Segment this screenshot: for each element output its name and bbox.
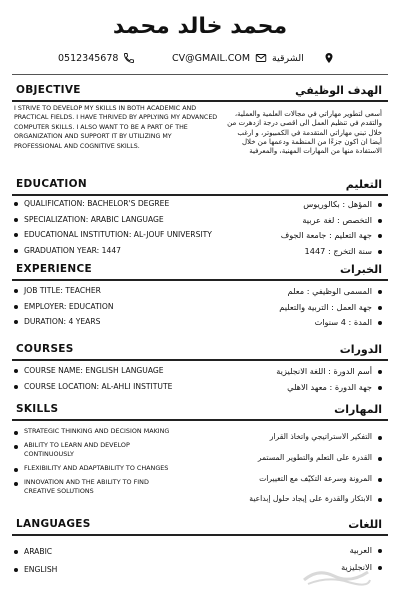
objective-title-ar: الهدف الوظيفي (295, 84, 382, 97)
objective-header (12, 84, 388, 102)
experience-list-ar (212, 285, 382, 332)
list-item: المدة : 4 سنوات (212, 316, 382, 328)
education-list-ar (212, 198, 382, 260)
objective-title-en: OBJECTIVE (16, 84, 81, 96)
list-item: المسمى الوظيفي : معلم (212, 285, 382, 297)
contact-email (172, 50, 272, 66)
languages-list-en (14, 546, 219, 579)
list-item: EDUCATIONAL INSTITUTION: AL-JOUF UNIVERSITY (14, 229, 219, 241)
skills-title-ar: المهارات (334, 403, 382, 416)
experience-header (12, 263, 388, 281)
courses-title-en: COURSES (16, 343, 74, 355)
list-item: JOB TITLE: TEACHER (14, 285, 219, 297)
list-item: المرونة وسرعة التكيّف مع التغييرات (212, 473, 382, 484)
list-item: جهة التعليم : جامعة الجوف (212, 229, 382, 241)
skills-list-en (14, 427, 174, 501)
courses-header (12, 343, 388, 361)
section-rule (12, 534, 388, 536)
list-item: الابتكار والقدرة على إيجاد حلول إبداعية (212, 493, 382, 504)
courses-title-ar: الدورات (339, 343, 382, 356)
skills-list-ar (212, 431, 382, 514)
list-item: INNOVATION AND THE ABILITY TO FIND CREATIVE SOLUTIONS (14, 478, 174, 496)
location-text: الشرقية (272, 52, 304, 64)
list-item: GRADUATION YEAR: 1447 (14, 245, 219, 257)
list-item: STRATEGIC THINKING AND DECISION MAKING (14, 427, 174, 436)
objective-text-en: I STRIVE TO DEVELOP MY SKILLS IN BOTH ACADEMIC AND PRACTICAL FIELDS. I HAVE THRIVED BY APPLYING MY ADVANCED COMPUTER SKILLS. I ALSO WANT TO BE A PART OF THE ORGANIZATION AND SUPPORT IT BY UTILIZING MY PROFESSIONAL AND COGNITIVE SKILLS. (14, 105, 218, 150)
list-item: التفكير الاستراتيجي واتخاذ القرار (212, 431, 382, 442)
list-item: COURSE NAME: ENGLISH LANGUAGE (14, 365, 219, 377)
languages-title-en: LANGUAGES (16, 518, 91, 530)
list-item: COURSE LOCATION: AL-AHLI INSTITUTE (14, 381, 219, 393)
list-item: أسم الدورة : اللغة الانجليزية (212, 365, 382, 377)
list-item: EMPLOYER: EDUCATION (14, 301, 219, 313)
email-address: CV@GMAIL.COM (172, 52, 251, 64)
list-item: DURATION: 4 YEARS (14, 316, 219, 328)
list-item: سنة التخرج : 1447 (212, 245, 382, 257)
email-icon (255, 52, 267, 64)
objective-text-ar: أسعى لتطوير مهاراتي في مجالات العلمية والعملية، والتقدم في تنظيم العمل الى اقصى درجة ازدهرت من خلال تبني مهاراتي المتقدمة في الكمبيوتر، و ارغب أيضا ان اكون جزءًا من المنظمة ودعمها من خلال الاستفادة منها من المهارات المهنية، والمعرفية (227, 110, 382, 156)
languages-header (12, 518, 388, 536)
languages-title-ar: اللغات (348, 518, 382, 531)
phone-icon (123, 52, 135, 64)
list-item: العربية (212, 544, 382, 556)
list-item: FLEXIBILITY AND ADAPTABILITY TO CHANGES (14, 464, 174, 473)
list-item: ABILITY TO LEARN AND DEVELOP CONTINUOUSLY (14, 441, 174, 459)
contact-location (272, 50, 340, 66)
skills-header (12, 403, 388, 421)
watermark-logo-icon (300, 564, 372, 586)
location-pin-icon (323, 52, 335, 64)
list-item: ARABIC (14, 546, 219, 558)
list-item: الانجليزية (212, 561, 382, 573)
experience-title-en: EXPERIENCE (16, 263, 92, 275)
courses-list-en (14, 365, 219, 396)
section-rule (12, 279, 388, 281)
experience-title-ar: الخبرات (340, 263, 382, 276)
section-rule (12, 419, 388, 421)
education-header (12, 178, 388, 196)
section-rule (12, 194, 388, 196)
education-list-en (14, 198, 219, 260)
cv-name: محمد خالد محمد (112, 14, 288, 39)
section-rule (12, 359, 388, 361)
list-item: القدرة على التعلم والتطوير المستمر (212, 452, 382, 463)
header-divider (12, 74, 388, 75)
list-item: ENGLISH (14, 564, 219, 576)
courses-list-ar (212, 365, 382, 396)
list-item: المؤهل : بكالوريوس (212, 198, 382, 210)
phone-number: 0512345678 (58, 52, 119, 64)
contact-phone (58, 50, 140, 66)
education-title-en: EDUCATION (16, 178, 87, 190)
list-item: QUALIFICATION: BACHELOR'S DEGREE (14, 198, 219, 210)
list-item: SPECIALIZATION: ARABIC LANGUAGE (14, 214, 219, 226)
list-item: جهة العمل : التربية والتعليم (212, 301, 382, 313)
experience-list-en (14, 285, 219, 332)
list-item: جهة الدورة : معهد الاهلي (212, 381, 382, 393)
skills-title-en: SKILLS (16, 403, 59, 415)
section-rule (12, 100, 388, 102)
list-item: التخصص : لغة عربية (212, 214, 382, 226)
education-title-ar: التعليم (345, 178, 382, 191)
